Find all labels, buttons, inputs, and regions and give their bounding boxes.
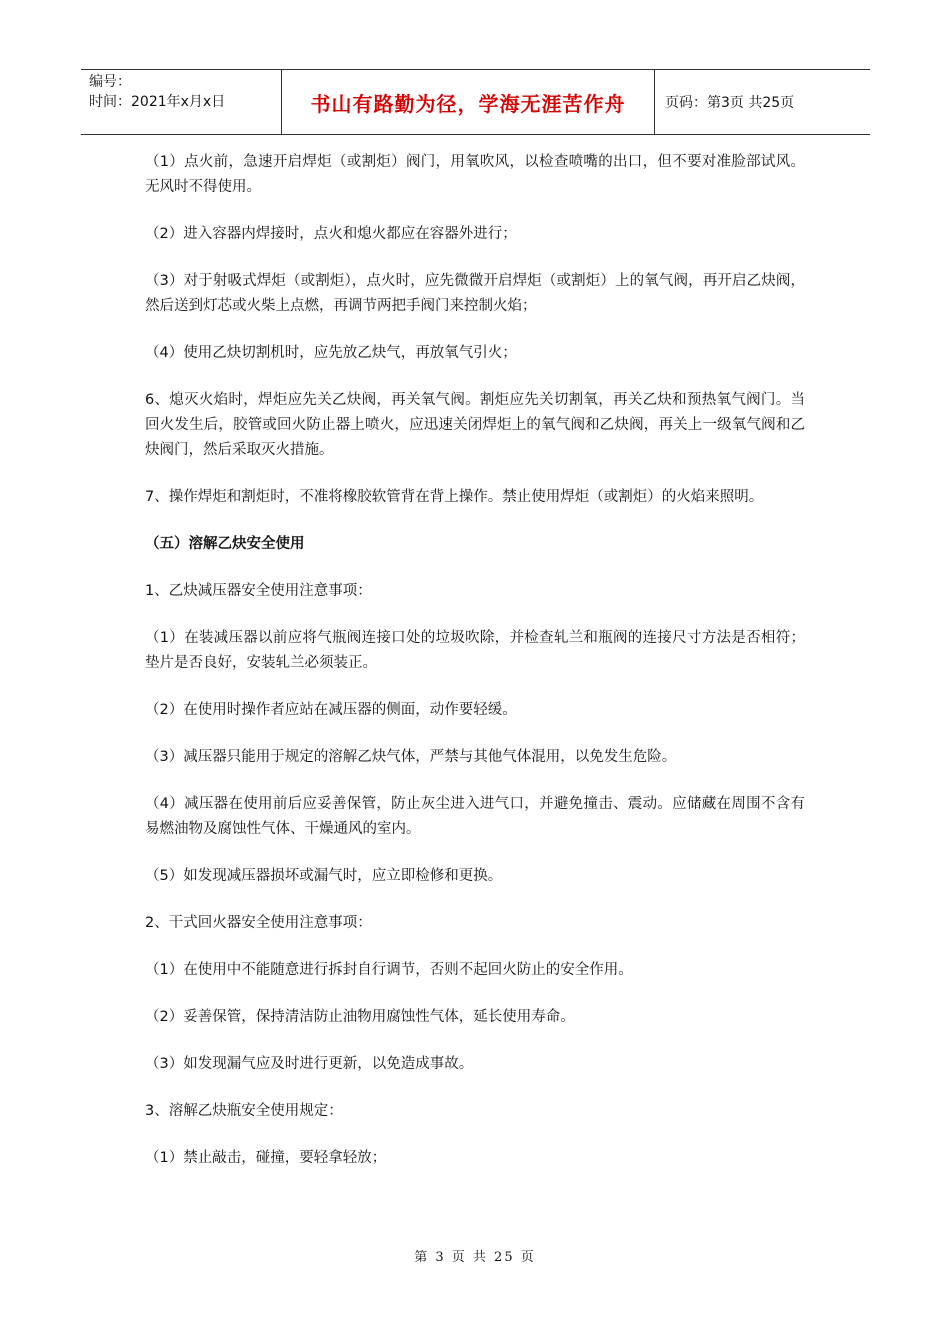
body-paragraph: （4）使用乙炔切割机时，应先放乙炔气，再放氧气引火； xyxy=(145,345,517,361)
body-paragraph: （5）如发现减压器损坏或漏气时，应立即检修和更换。 xyxy=(145,868,503,884)
body-paragraph: （1）禁止敲击，碰撞，要轻拿轻放； xyxy=(145,1150,387,1166)
page-footer: 第 3 页 共 25 页 xyxy=(414,1250,536,1265)
body-paragraph: 1、乙炔减压器安全使用注意事项： xyxy=(145,583,372,599)
header-motto-cell xyxy=(282,70,655,134)
section-heading: （五）溶解乙炔安全使用 xyxy=(145,536,305,552)
body-paragraph: 3、溶解乙炔瓶安全使用规定： xyxy=(145,1103,343,1119)
header-page-info-cell xyxy=(655,70,870,134)
body-paragraph: （4）减压器在使用前后应妥善保管，防止灰尘进入进气口，并避免撞击、震动。应储藏在周围不含有易燃油物及腐蚀性气体、干燥通风的室内。 xyxy=(145,796,805,837)
body-paragraph: 7、操作焊炬和割炬时，不准将橡胶软管背在背上操作。禁止使用焊炬（或割炬）的火焰来照明。 xyxy=(145,489,764,505)
header-meta xyxy=(81,70,282,134)
document-time-label: 时间：2021年x月x日 xyxy=(89,94,226,110)
body-paragraph: （3）减压器只能用于规定的溶解乙炔气体，严禁与其他气体混用，以免发生危险。 xyxy=(145,749,677,765)
header-page-info: 页码：第3页 共25页 xyxy=(665,95,795,111)
body-paragraph: （1）在装减压器以前应将气瓶阀连接口处的垃圾吹除，并检查轧兰和瓶阀的连接尺寸方法是否相符；垫片是否良好，安装轧兰必须装正。 xyxy=(145,630,805,671)
header-motto: 书山有路勤为径，学海无涯苦作舟 xyxy=(310,91,626,116)
page-header xyxy=(81,69,870,135)
document-body xyxy=(145,150,805,1193)
body-paragraph: （3）对于射吸式焊炬（或割炬），点火时，应先微微开启焊炬（或割炬）上的氧气阀，再开启乙炔阀，然后送到灯芯或火柴上点燃，再调节两把手阀门来控制火焰； xyxy=(145,273,805,314)
body-paragraph: 6、熄灭火焰时，焊炬应先关乙炔阀，再关氧气阀。割炬应先关切割氧，再关乙炔和预热氧气阀门。当回火发生后，胶管或回火防止器上喷火，应迅速关闭焊炬上的氧气阀和乙炔阀，再关上一级氧气阀和乙炔阀门，然后采取灭火措施。 xyxy=(145,392,805,458)
body-paragraph: （3）如发现漏气应及时进行更新，以免造成事故。 xyxy=(145,1056,474,1072)
body-paragraph: （2）进入容器内焊接时，点火和熄火都应在容器外进行； xyxy=(145,226,517,242)
body-paragraph: （2）妥善保管，保持清洁防止油物用腐蚀性气体，延长使用寿命。 xyxy=(145,1009,575,1025)
body-paragraph: （1）点火前，急速开启焊炬（或割炬）阀门，用氧吹风，以检查喷嘴的出口，但不要对准脸部试风。无风时不得使用。 xyxy=(145,154,805,195)
body-paragraph: （2）在使用时操作者应站在减压器的侧面，动作要轻缓。 xyxy=(145,702,517,718)
body-paragraph: （1）在使用中不能随意进行拆封自行调节，否则不起回火防止的安全作用。 xyxy=(145,962,633,978)
body-paragraph: 2、干式回火器安全使用注意事项： xyxy=(145,915,372,931)
document-number-label: 编号： xyxy=(89,74,131,90)
